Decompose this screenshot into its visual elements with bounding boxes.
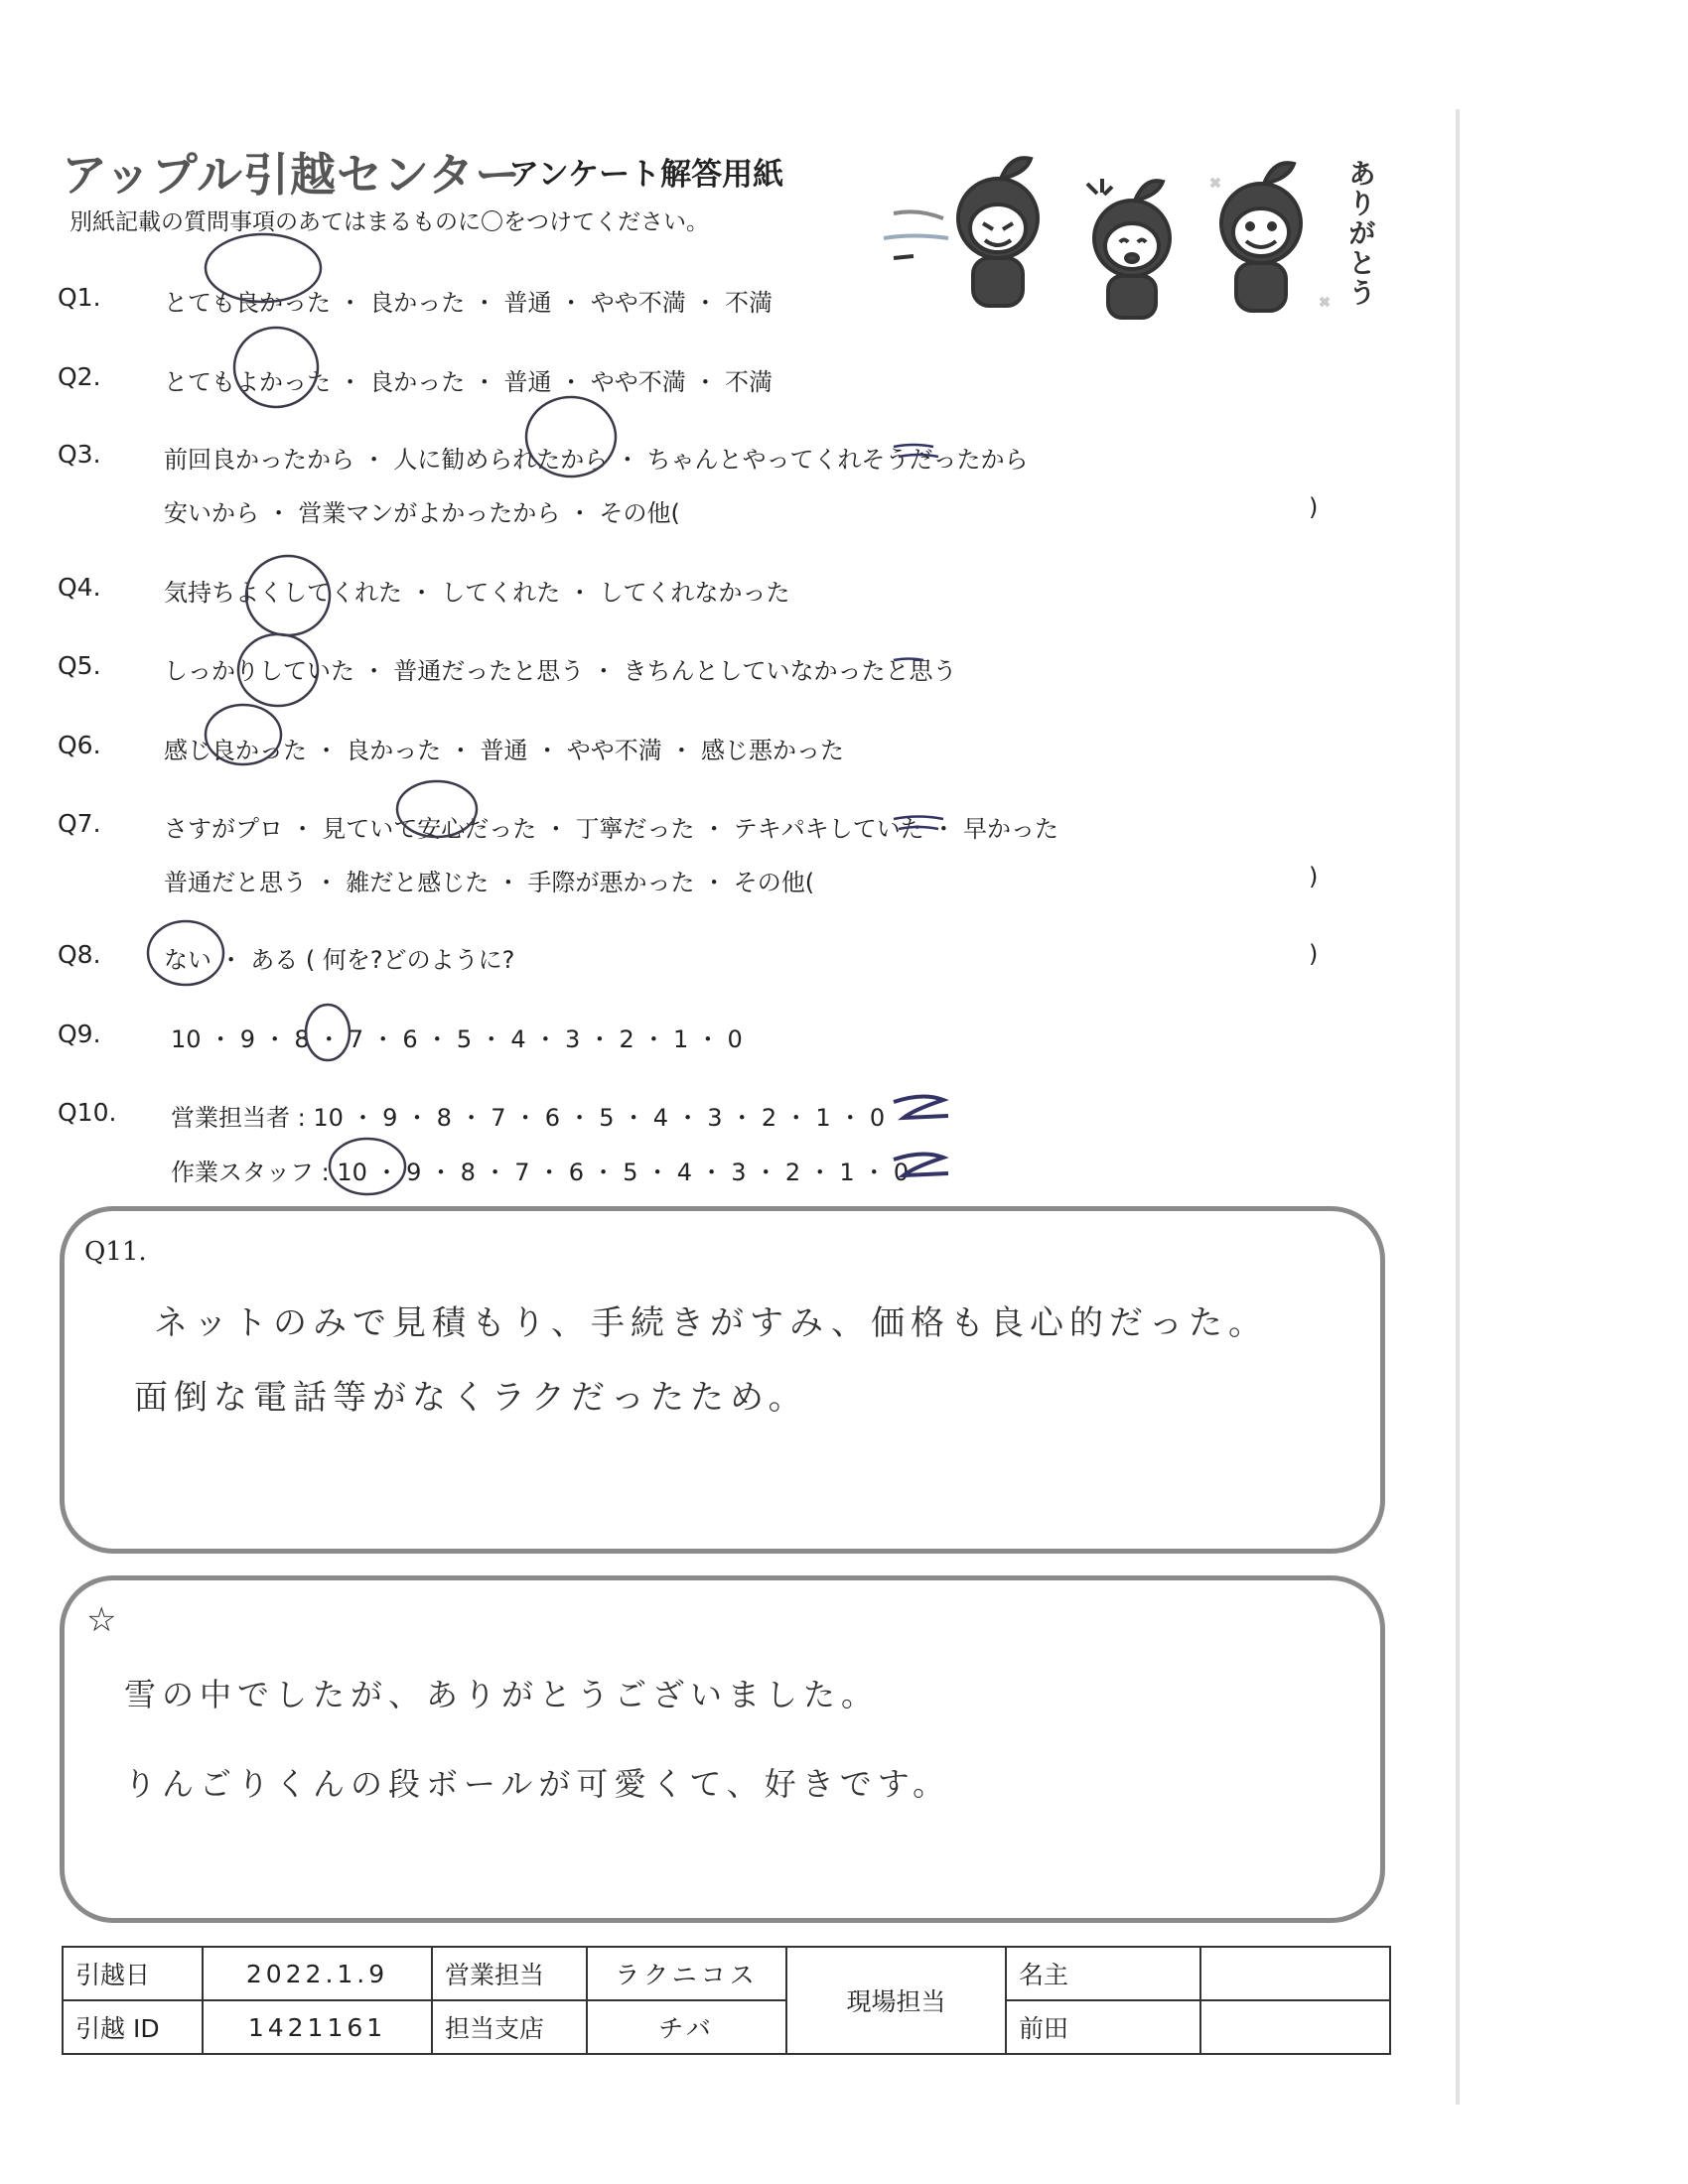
instruction-text: 別紙記載の質問事項のあてはまるものに〇をつけてください。 [70,209,709,235]
q1-circle [206,234,321,302]
branch-label: 担当支店 [432,2000,587,2054]
q1-label: Q1. [58,283,101,312]
star-comment-box [60,1575,1385,1923]
q10-sales-scale: 営業担当者 : 10 ・ 9 ・ 8 ・ 7 ・ 6 ・ 5 ・ 4 ・ 3 ・ 2 ・ 1 ・ 0 [171,1104,886,1132]
q4-circle [246,556,330,635]
q8-options: ない ・ ある ( 何を?どのように? [164,946,515,974]
q7-options-line2: 普通だと思う ・ 雑だと感じた ・ 手際が悪かった ・ その他( [164,869,815,896]
q3-label: Q3. [58,440,101,469]
site-staff-empty-2 [1200,2000,1390,2054]
q3-options-line1: 前回良かったから ・ 人に勧められたから ・ ちゃんとやってくれそうだったから [164,446,1029,474]
q10-label: Q10. [58,1098,117,1127]
q3-close-paren: ) [1309,493,1319,521]
q5-circle [238,634,318,706]
q6-label: Q6. [58,731,101,759]
star-icon: ☆ [86,1600,117,1640]
q7-circle [397,781,477,837]
site-staff-label: 現場担当 [786,1947,1006,2054]
q8-circle [148,921,223,985]
thanks-text: ありがとう [1344,159,1377,308]
sales-rep-value: ラクニコス [587,1947,786,2000]
star-comment-line2: りんごりくんの段ボールが可愛くて、好きです。 [124,1765,951,1803]
move-date-value: 2022.1.9 [203,1947,432,2000]
move-date-label: 引越日 [63,1947,203,2000]
form-subtitle: アンケート解答用紙 [508,157,784,193]
q8-close-paren: ) [1309,940,1319,968]
q11-comment-box [60,1206,1385,1554]
brand-title: アップル引越センター [62,148,522,202]
site-staff-2: 前田 [1006,2000,1200,2054]
q11-answer-line2: 面倒な電話等がなくラクだったため。 [134,1378,808,1418]
site-staff-1: 名主 [1006,1947,1200,2000]
site-staff-empty-1 [1200,1947,1390,2000]
q9-label: Q9. [58,1020,101,1048]
q4-options: 気持ちよくしてくれた ・ してくれた ・ してくれなかった [164,579,790,607]
move-info-table [62,1946,1391,2055]
q2-options: とてもよかった ・ 良かった ・ 普通 ・ やや不満 ・ 不満 [164,368,774,396]
move-id-label: 引越 ID [63,2000,203,2054]
q3-circle [526,397,616,477]
q5-options: しっかりしていた ・ 普通だったと思う ・ きちんとしていなかったと思う [164,657,957,685]
move-id-value: 1421161 [203,2000,432,2054]
star-comment-line1: 雪の中でしたが、ありがとうございました。 [124,1676,880,1713]
q11-label: Q11. [84,1237,147,1267]
q5-label: Q5. [58,651,101,680]
q7-options-line1: さすがプロ ・ 見ていて安心だった ・ 丁寧だった ・ テキパキしていた ・ 早かった [164,815,1059,843]
q4-label: Q4. [58,573,101,602]
q10-staff-scale: 作業スタッフ : 10 ・ 9 ・ 8 ・ 7 ・ 6 ・ 5 ・ 4 ・ 3 ・ 2 ・ 1 ・ 0 [171,1159,910,1186]
q8-label: Q8. [58,940,101,969]
q10-staff-circle [330,1139,405,1194]
branch-value: チバ [587,2000,786,2054]
q2-circle [234,328,318,407]
q7-close-paren: ) [1309,863,1319,890]
q11-answer-line1: ネットのみで見積もり、手続きがすみ、価格も良心的だった。 [154,1303,1269,1343]
q7-label: Q7. [58,809,101,838]
q9-scale: 10 ・ 9 ・ 8 ・ 7 ・ 6 ・ 5 ・ 4 ・ 3 ・ 2 ・ 1 ・ 0 [171,1025,743,1053]
q6-circle [206,705,281,764]
q1-options: とても良かった ・ 良かった ・ 普通 ・ やや不満 ・ 不満 [164,289,774,317]
sales-rep-label: 営業担当 [432,1947,587,2000]
q6-options: 感じ良かった ・ 良かった ・ 普通 ・ やや不満 ・ 感じ悪かった [164,737,845,764]
q9-circle [306,1005,350,1060]
q2-label: Q2. [58,362,101,391]
q3-options-line2: 安いから ・ 営業マンがよかったから ・ その他( [164,499,680,527]
